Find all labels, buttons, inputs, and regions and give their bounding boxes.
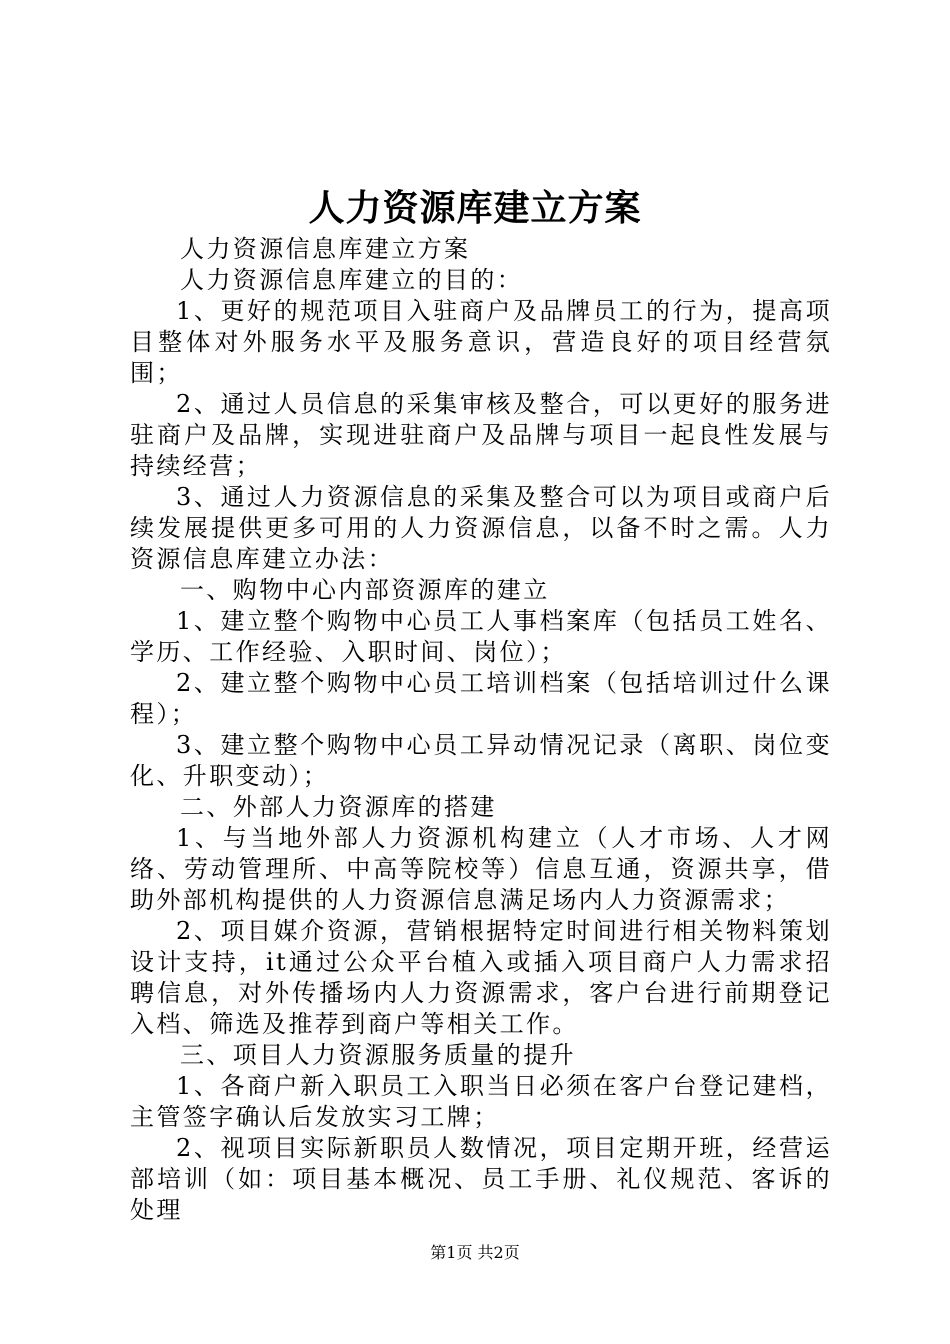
paragraph: 2、视项目实际新职员人数情况，项目定期开班，经营运部培训（如：项目基本概况、员工手册、礼仪规范、客诉的处理 (130, 1134, 832, 1224)
document-title: 人力资源库建立方案 (308, 187, 642, 229)
page-footer: 第1页 共2页 (430, 1243, 520, 1262)
paragraph: 1、与当地外部人力资源机构建立（人才市场、人才网络、劳动管理所、中高等院校等）信息互通，资源共享，借助外部机构提供的人力资源信息满足场内人力资源需求； (130, 824, 832, 914)
paragraph: 2、项目媒介资源，营销根据特定时间进行相关物料策划设计支持，it通过公众平台植入或插入项目商户人力需求招聘信息，对外传播场内人力资源需求，客户台进行前期登记入档、筛选及推荐到商户等相关工作。 (130, 917, 832, 1038)
paragraph: 一、购物中心内部资源库的建立 (180, 576, 550, 604)
paragraph: 1、更好的规范项目入驻商户及品牌员工的行为，提高项目整体对外服务水平及服务意识，营造良好的项目经营氛围； (130, 297, 832, 387)
paragraph: 二、外部人力资源库的搭建 (180, 793, 497, 821)
paragraph: 2、建立整个购物中心员工培训档案（包括培训过什么课程）； (130, 669, 832, 728)
paragraph: 人力资源信息库建立方案 (180, 235, 471, 263)
paragraph: 2、通过人员信息的采集审核及整合，可以更好的服务进驻商户及品牌，实现进驻商户及品牌与项目一起良性发展与持续经营； (130, 390, 832, 480)
paragraph: 3、通过人力资源信息的采集及整合可以为项目或商户后续发展提供更多可用的人力资源信息，以备不时之需。人力资源信息库建立办法： (130, 483, 832, 573)
paragraph: 3、建立整个购物中心员工异动情况记录（离职、岗位变化、升职变动）； (130, 731, 832, 790)
paragraph: 三、项目人力资源服务质量的提升 (180, 1041, 576, 1069)
document-body (130, 234, 832, 1226)
paragraph: 人力资源信息库建立的目的： (180, 266, 524, 294)
paragraph: 1、各商户新入职员工入职当日必须在客户台登记建档，主管签字确认后发放实习工牌； (130, 1072, 832, 1131)
paragraph: 1、建立整个购物中心员工人事档案库（包括员工姓名、学历、工作经验、入职时间、岗位）； (130, 607, 832, 666)
